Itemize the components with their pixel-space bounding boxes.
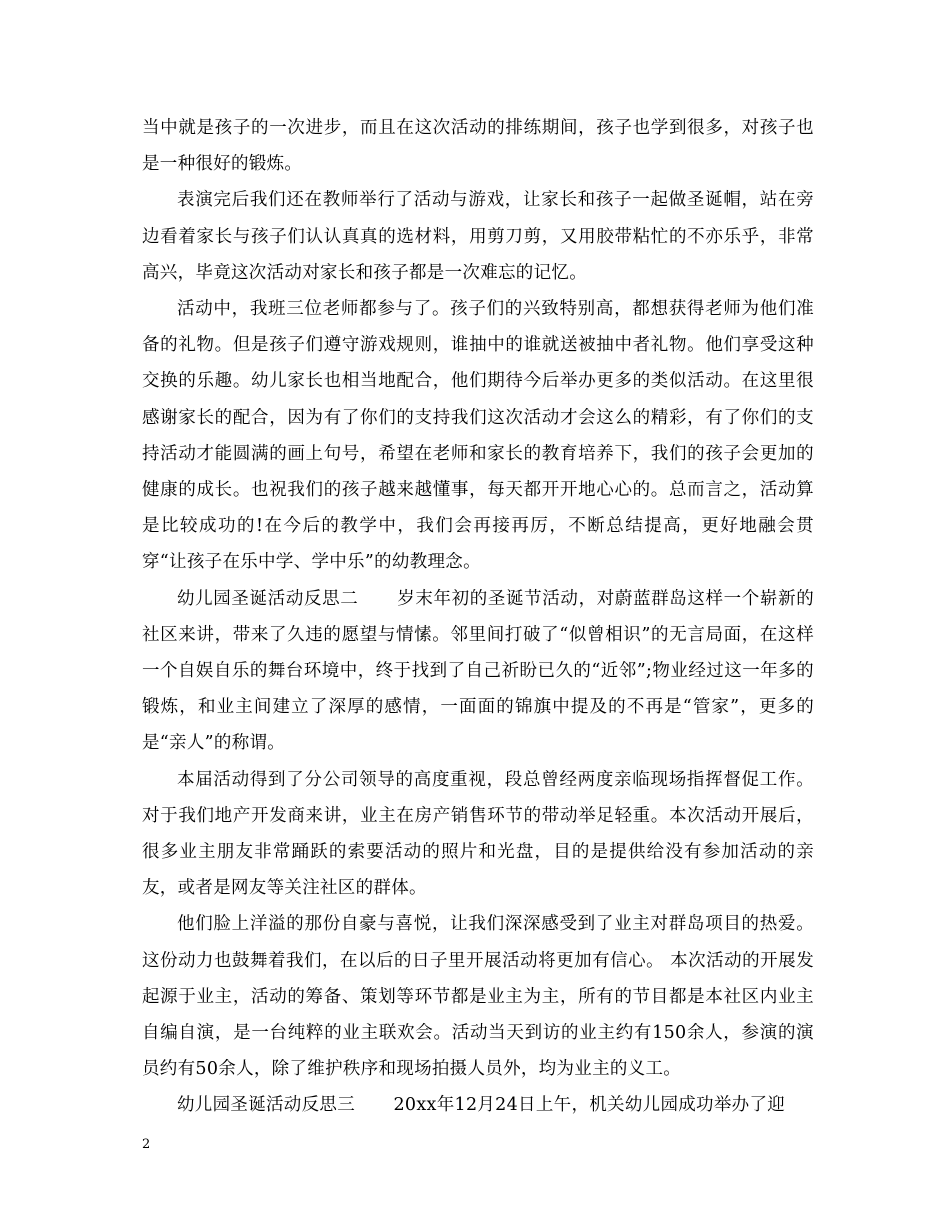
paragraph-5	[142, 762, 814, 907]
paragraph-text: 20xx年12月24日上午，机关幼儿园成功举办了迎	[393, 1095, 786, 1116]
section-heading: 幼儿园圣诞活动反思三	[177, 1095, 355, 1116]
paragraph-text: 他们脸上洋溢的那份自豪与喜悦，让我们深深感受到了业主对群岛项目的热爱。这份动力也鼓舞着我们，在以后的日子里开展活动将更加有信心。 本次活动的开展发起源于业主，活动的筹备、策划等环节都是业主为主，所有的节目都是本社区内业主自编自演，是一台纯粹的业主联欢会。活动当天到访的业主约有150余人，参演的演员约有50余人，除了维护秩序和现场拍摄人员外，均为业主的义工。	[142, 914, 814, 1080]
paragraph-text: 岁末年初的圣诞节活动，对蔚蓝群岛这样一个崭新的社区来讲，带来了久违的愿望与情愫。邻里间打破了“似曾相识”的无言局面，在这样一个自娱自乐的舞台环境中，终于找到了自己祈盼已久的“近邻”;物业经过这一年多的锻炼，和业主间建立了深厚的感情，一面面的锦旗中提及的不再是“管家”，更多的是“亲人”的称谓。	[142, 588, 815, 754]
page-number: 2	[142, 1137, 151, 1152]
paragraph-6	[142, 906, 814, 1087]
paragraph-text: 当中就是孩子的一次进步，而且在这次活动的排练期间，孩子也学到很多，对孩子也是一种很好的锻炼。	[142, 118, 814, 175]
paragraph-7	[142, 1087, 814, 1123]
paragraph-4	[142, 581, 814, 762]
paragraph-2	[142, 182, 814, 291]
paragraph-text: 表演完后我们还在教师举行了活动与游戏，让家长和孩子一起做圣诞帽，站在旁边看着家长与孩子们认认真真的选材料，用剪刀剪，又用胶带粘忙的不亦乐乎，非常高兴，毕竟这次活动对家长和孩子都是一次难忘的记忆。	[142, 190, 814, 283]
document-body	[142, 110, 814, 1124]
paragraph-1	[142, 110, 814, 182]
paragraph-text: 本届活动得到了分公司领导的高度重视，段总曾经两度亲临现场指挥督促工作。对于我们地产开发商来讲，业主在房产销售环节的带动举足轻重。本次活动开展后，很多业主朋友非常踊跃的索要活动的照片和光盘，目的是提供给没有参加活动的亲友，或者是网友等关注社区的群体。	[142, 769, 814, 899]
section-heading: 幼儿园圣诞活动反思二	[177, 588, 359, 609]
paragraph-3	[142, 291, 814, 581]
paragraph-text: 活动中，我班三位老师都参与了。孩子们的兴致特别高，都想获得老师为他们准备的礼物。但是孩子们遵守游戏规则，谁抽中的谁就送被抽中者礼物。他们享受这种交换的乐趣。幼儿家长也相当地配合，他们期待今后举办更多的类似活动。在这里很感谢家长的配合，因为有了你们的支持我们这次活动才会这么的精彩，有了你们的支持活动才能圆满的画上句号，希望在老师和家长的教育培养下，我们的孩子会更加的健康的成长。也祝我们的孩子越来越懂事，每天都开开地心心的。总而言之，活动算是比较成功的!在今后的教学中，我们会再接再厉，不断总结提高，更好地融会贯穿“让孩子在乐中学、学中乐”的幼教理念。	[142, 299, 814, 573]
